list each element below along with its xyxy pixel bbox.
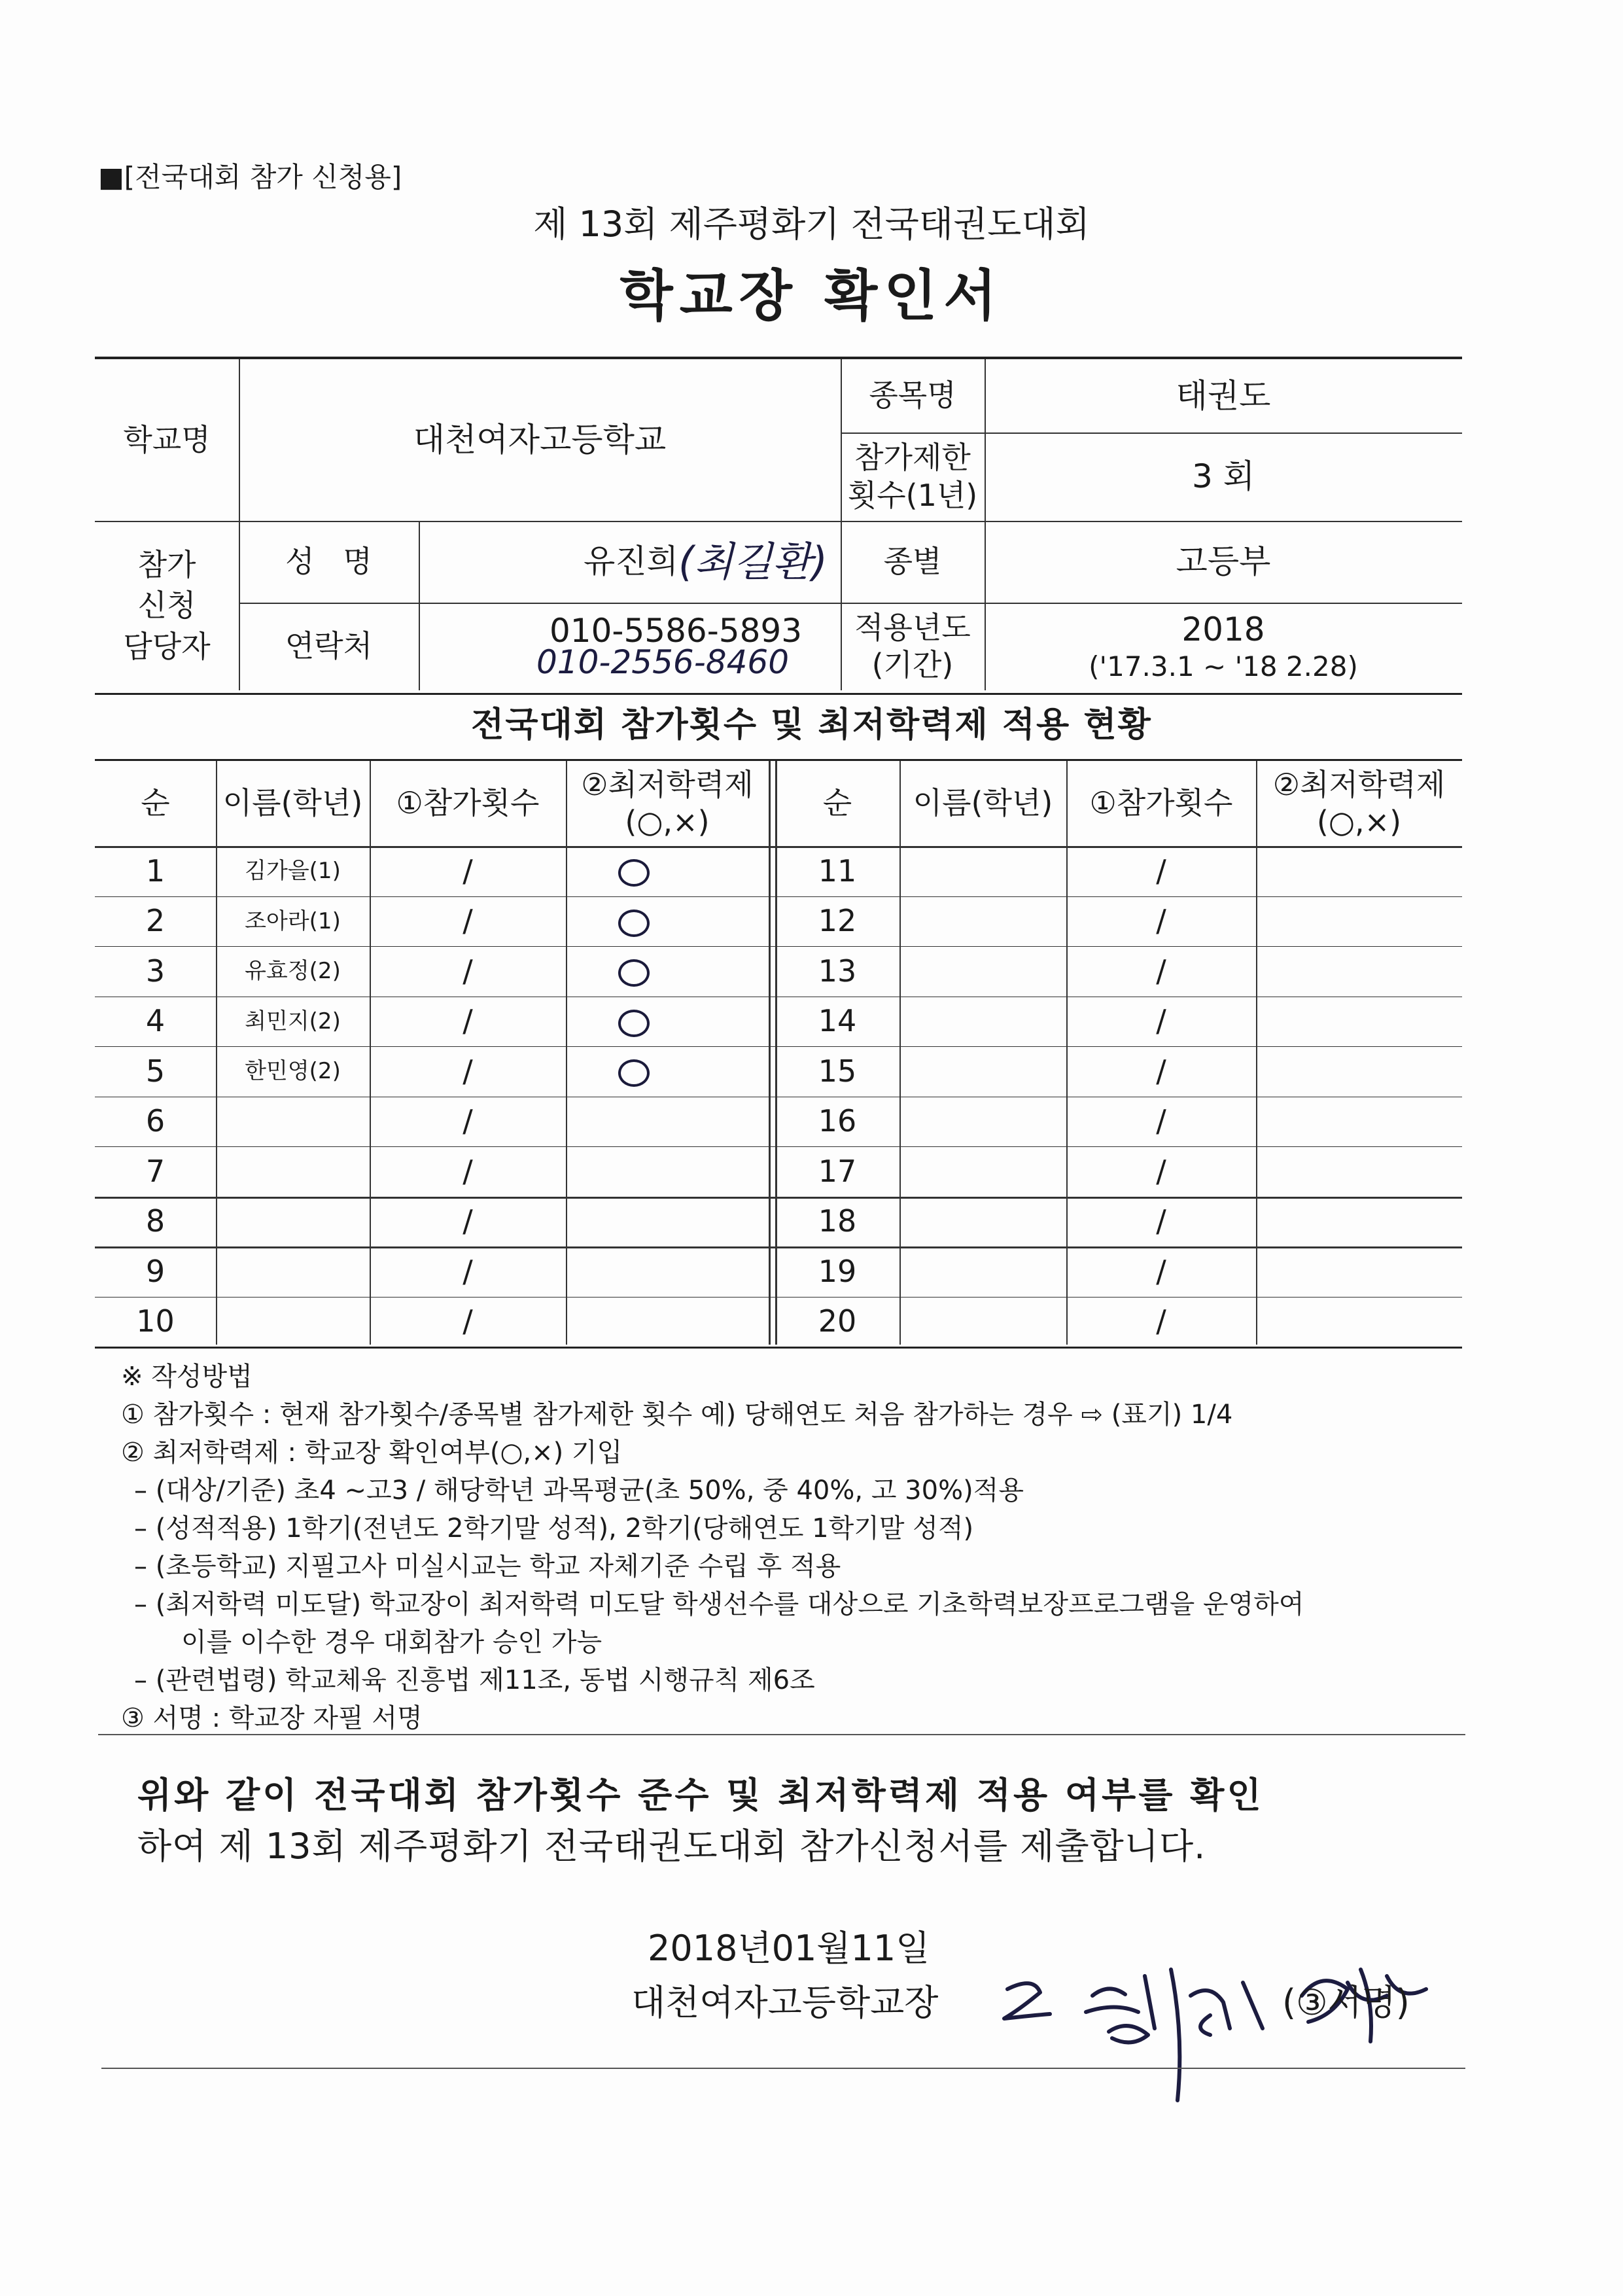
header-mark-left-line2: (○,×) [625, 804, 710, 839]
year-value-cell [985, 603, 1462, 690]
notes-item-2a: – (대상/기준) 초4 ~고3 / 해당학년 과목평균(초 50%, 중 40%, 고 30%)적용 [134, 1475, 1024, 1506]
name-label: 성 명 [285, 543, 372, 579]
row-number: 3 [145, 953, 166, 989]
notes-item-2e: – (관련법령) 학교체육 진흥법 제11조, 동법 시행규칙 제6조 [134, 1665, 815, 1695]
header-name-left: 이름(학년) [222, 785, 363, 821]
confirmation-line-1: 위와 같이 전국대회 참가횟수 준수 및 최저학력제 적용 여부를 확인 [137, 1775, 1264, 1816]
participant-name [899, 1097, 1066, 1147]
notes-title: ※ 작성방법 [121, 1362, 253, 1392]
division-value: 고등부 [1176, 542, 1271, 581]
event-title: 제 13회 제주평화기 전국태권도대회 [533, 203, 1090, 245]
phone-cell [419, 603, 841, 690]
participant-name [899, 946, 1066, 997]
participation-count: / [1156, 1253, 1166, 1289]
participants-table [95, 759, 1462, 1349]
signature-label: (③서명) [1282, 1982, 1410, 2023]
academic-pass-mark [618, 1059, 650, 1087]
participant-name [899, 1146, 1066, 1197]
applicant-info-table [95, 357, 1462, 695]
year-value: 2018 [1181, 610, 1265, 648]
participant-name [899, 997, 1066, 1047]
notes-item-3: ③ 서명 : 학교장 자필 서명 [121, 1703, 423, 1733]
manager-name-cell [419, 521, 841, 603]
participant-name: 유효정(2) [245, 958, 341, 984]
row-number: 6 [145, 1103, 166, 1139]
participation-count: / [1156, 1303, 1166, 1339]
header-mark-right-line2: (○,×) [1316, 804, 1402, 839]
table-gridline [1256, 761, 1257, 1345]
participant-name [899, 1246, 1066, 1297]
notes-item-2: ② 최저학력제 : 학교장 확인여부(○,×) 기입 [121, 1438, 623, 1468]
division-label: 종별 [883, 543, 942, 579]
row-number: 15 [818, 1053, 857, 1089]
academic-pass-mark [618, 1010, 650, 1037]
participation-count: / [462, 1053, 473, 1089]
row-number: 8 [145, 1203, 166, 1239]
notes-item-2d: – (최저학력 미도달) 학교장이 최저학력 미도달 학생선수를 대상으로 기초학력보장프로그램을 운영하여 [134, 1589, 1304, 1619]
participation-count: / [1156, 1053, 1166, 1089]
participant-name [216, 1297, 370, 1347]
participation-count: / [462, 953, 473, 989]
notes-item-2c: – (초등학교) 지필고사 미실시교는 학교 자체기준 수립 후 적용 [134, 1551, 841, 1581]
participant-name [216, 1097, 370, 1147]
divider [98, 1734, 1465, 1735]
academic-pass-mark [618, 910, 650, 937]
limit-label-line1: 참가제한 [854, 440, 971, 475]
manager-name: 유진희 [584, 542, 678, 581]
header-mark-right-line1: ②최저학력제 [1272, 766, 1446, 802]
participation-count: / [1156, 903, 1166, 938]
academic-pass-mark [618, 859, 650, 887]
row-number: 11 [818, 853, 857, 889]
bottom-divider [101, 2068, 1465, 2069]
principal-signature [994, 1956, 1492, 2107]
row-number: 18 [818, 1203, 857, 1239]
phone-value: 010-5586-5893 [550, 611, 803, 650]
participant-name [216, 1246, 370, 1297]
writing-instructions [121, 1358, 1482, 1737]
notes-item-2d-cont: 이를 이수한 경우 대회참가 승인 가능 [181, 1627, 602, 1657]
row-number: 10 [136, 1303, 175, 1339]
participant-name [899, 846, 1066, 896]
participant-name [899, 1197, 1066, 1247]
header-mark-left-line1: ②최저학력제 [581, 766, 754, 802]
header-name-right: 이름(학년) [913, 785, 1053, 821]
issue-date: 2018년01월11일 [648, 1928, 930, 1969]
event-label: 종목명 [869, 378, 956, 414]
period-value: ('17.3.1 ~ '18 2.28) [1089, 650, 1358, 682]
phone-label: 연락처 [285, 628, 373, 664]
participation-count: / [462, 1203, 473, 1239]
limit-label-line2: 횟수(1년) [847, 477, 978, 513]
participation-limit-label [841, 433, 985, 521]
participant-name: 김가을(1) [245, 858, 341, 884]
participation-count: / [1156, 1103, 1166, 1139]
row-number: 14 [818, 1003, 857, 1038]
table-gridline [566, 761, 567, 1345]
year-label-line1: 적용년도 [854, 609, 971, 645]
row-number: 2 [145, 903, 166, 938]
row-number: 5 [145, 1053, 166, 1089]
participation-count: / [1156, 1153, 1166, 1189]
year-label-line2: (기간) [871, 647, 954, 682]
header-no-right: 순 [822, 785, 852, 821]
row-number: 9 [145, 1253, 166, 1289]
row-number: 20 [818, 1303, 857, 1339]
manager-label-line1: 참가 [137, 547, 196, 583]
participation-count: / [462, 903, 473, 938]
manager-name-handwritten: (최길환) [678, 537, 828, 586]
header-count-left: ①참가횟수 [396, 785, 540, 821]
notes-item-2b: – (성적적용) 1학기(전년도 2학기말 성적), 2학기(당해연도 1학기말 성적) [134, 1513, 974, 1544]
participation-count: / [1156, 953, 1166, 989]
row-number: 4 [145, 1003, 166, 1038]
table-gridline [769, 761, 771, 1345]
participation-count: / [462, 1003, 473, 1038]
event-value: 태권도 [1176, 376, 1271, 415]
participation-count: / [1156, 1003, 1166, 1038]
header-no-left: 순 [141, 785, 170, 821]
participation-count: / [1156, 1203, 1166, 1239]
participation-count: / [462, 1153, 473, 1189]
limit-value: 3 회 [1191, 457, 1255, 496]
applicant-manager-label [95, 521, 239, 690]
notes-item-1: ① 참가횟수 : 현재 참가횟수/종목별 참가제한 횟수 예) 당해연도 처음 참가하는 경우 ⇨ (표기) 1/4 [121, 1400, 1233, 1430]
row-number: 17 [818, 1153, 857, 1189]
header-mark-right [1256, 761, 1462, 846]
header-mark-left [566, 761, 769, 846]
row-number: 16 [818, 1103, 857, 1139]
participant-name [899, 896, 1066, 947]
participant-name [899, 1297, 1066, 1347]
confirmation-line-2: 하여 제 13회 제주평화기 전국태권도대회 참가신청서를 제출합니다. [137, 1826, 1206, 1867]
school-label: 학교명 [123, 421, 211, 457]
row-number: 19 [818, 1253, 857, 1289]
participant-name [216, 1197, 370, 1247]
participation-count: / [462, 1103, 473, 1139]
form-type-tag: ■[전국대회 참가 신청용] [98, 161, 402, 193]
row-number: 1 [145, 853, 166, 889]
participation-count: / [462, 1253, 473, 1289]
manager-label-line2: 신청 [137, 588, 196, 624]
document-title: 학교장 확인서 [620, 264, 1003, 328]
principal-title: 대천여자고등학교장 [631, 1982, 939, 2023]
participation-count: / [1156, 853, 1166, 889]
section-title: 전국대회 참가횟수 및 최저학력제 적용 현황 [471, 705, 1152, 745]
participation-count: / [462, 1303, 473, 1339]
participation-count: / [462, 853, 473, 889]
manager-label-line3: 담당자 [123, 628, 211, 664]
participant-name [899, 1046, 1066, 1097]
row-number: 12 [818, 903, 857, 938]
participant-name [216, 1146, 370, 1197]
year-label [841, 603, 985, 690]
participant-name: 한민영(2) [245, 1058, 341, 1084]
participant-name: 조아라(1) [245, 908, 341, 934]
phone-handwritten: 010-2556-8460 [536, 643, 790, 681]
header-count-right: ①참가횟수 [1089, 785, 1233, 821]
academic-pass-mark [618, 959, 650, 987]
participant-name: 최민지(2) [245, 1008, 341, 1034]
row-number: 7 [145, 1153, 166, 1189]
confirmation-statement [137, 1770, 1478, 1872]
school-name: 대천여자고등학교 [413, 421, 667, 459]
row-number: 13 [818, 953, 857, 989]
